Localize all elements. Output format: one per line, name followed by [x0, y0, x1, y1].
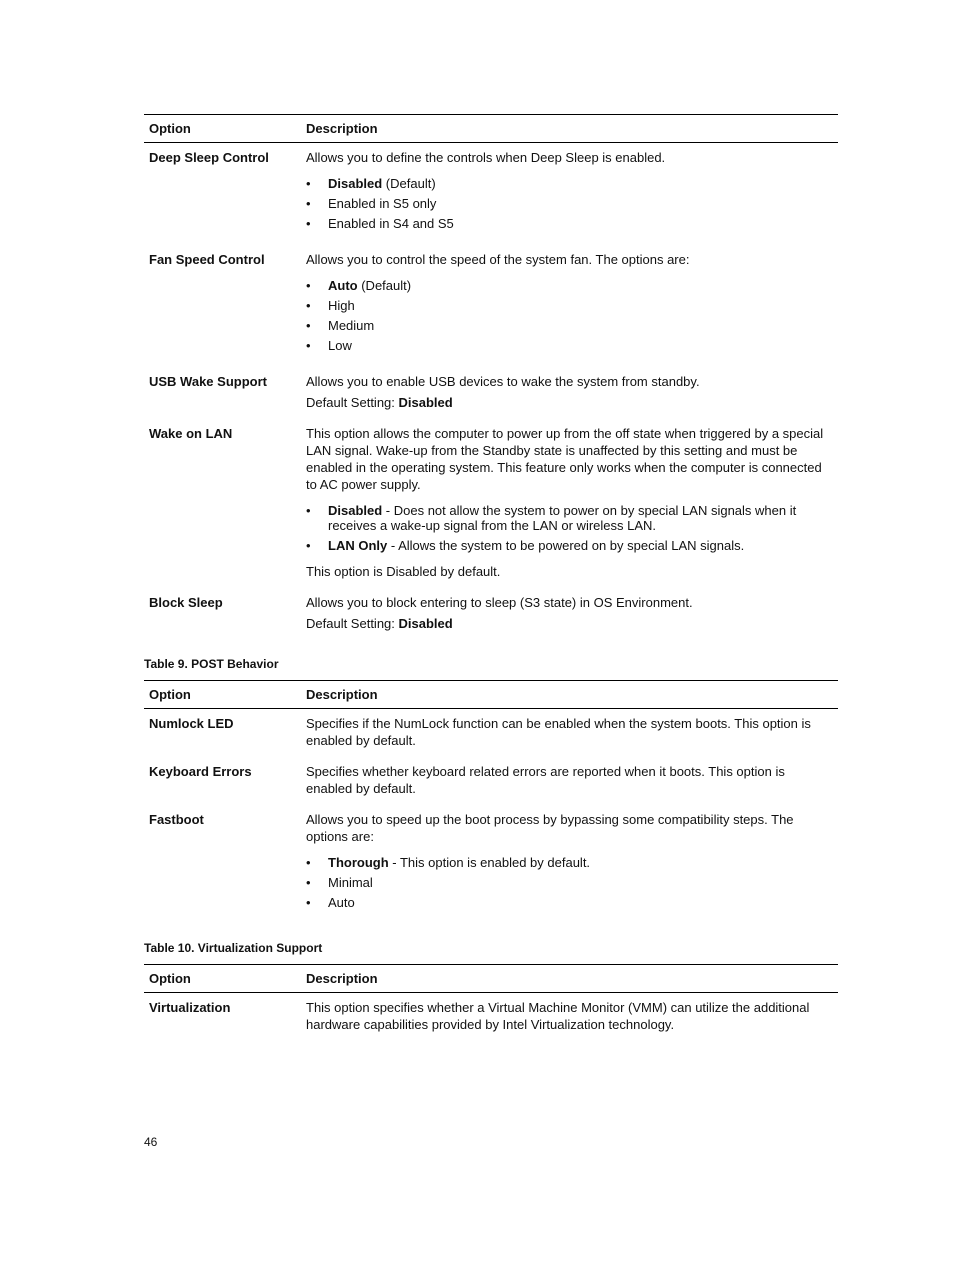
item-text: High [328, 298, 355, 313]
description-text: Specifies if the NumLock function can be enabled when the system boots. This option is enabled by default. [306, 716, 811, 748]
option-description [301, 588, 838, 640]
description-text: Allows you to enable USB devices to wake the system from standby. [306, 374, 700, 389]
description-column-header: Description [301, 965, 838, 993]
list-item [328, 298, 833, 313]
item-text: Auto [328, 895, 355, 910]
list-item [328, 503, 833, 533]
item-text: Enabled in S5 only [328, 196, 437, 211]
virtualization-support-table [144, 964, 838, 1041]
description-text: Allows you to speed up the boot process by bypassing some compatibility steps. The options are: [306, 812, 794, 844]
list-item [328, 318, 833, 333]
table-row-fastboot [144, 805, 838, 924]
list-item [328, 895, 833, 910]
option-column-header: Option [144, 115, 301, 143]
item-text: - Does not allow the system to power on by special LAN signals when it receives a wake-up signal from the LAN or wireless LAN. [328, 503, 797, 533]
page-number: 46 [144, 1135, 158, 1149]
item-text: Low [328, 338, 352, 353]
table-header-row [144, 115, 838, 143]
option-column-header: Option [144, 965, 301, 993]
table-row-wake-on-lan [144, 419, 838, 588]
table-header-row [144, 681, 838, 709]
option-list [306, 503, 833, 553]
list-item [328, 338, 833, 353]
system-management-table [144, 114, 838, 640]
description-column-header: Description [301, 681, 838, 709]
table-row-fan-speed-control [144, 245, 838, 367]
list-item [328, 278, 833, 293]
item-bold: Auto [328, 278, 358, 293]
option-description [301, 709, 838, 758]
option-description [301, 757, 838, 805]
default-value: Disabled [398, 395, 453, 410]
option-description [301, 805, 838, 924]
item-bold: Disabled [328, 176, 383, 191]
option-name: Wake on LAN [149, 426, 233, 441]
list-item [328, 855, 833, 870]
option-description [301, 993, 838, 1042]
description-text: This option specifies whether a Virtual Machine Monitor (VMM) can utilize the additional hardware capabilities provided by Intel Virtualization technology. [306, 1000, 810, 1032]
option-name: Virtualization [149, 1000, 231, 1015]
list-item [328, 176, 833, 191]
table-row-virtualization [144, 993, 838, 1042]
description-text: Specifies whether keyboard related errors are reported when it boots. This option is enabled by default. [306, 764, 785, 796]
option-list [306, 176, 833, 231]
description-column-header: Description [301, 115, 838, 143]
default-setting [306, 615, 833, 632]
option-description [301, 143, 838, 246]
table-row-usb-wake-support [144, 367, 838, 419]
option-name: Fan Speed Control [149, 252, 265, 267]
default-value: Disabled [398, 616, 453, 631]
list-item [328, 875, 833, 890]
option-name: Numlock LED [149, 716, 234, 731]
table-row-numlock-led [144, 709, 838, 758]
item-bold: LAN Only [328, 538, 388, 553]
item-text: Medium [328, 318, 375, 333]
option-name: Keyboard Errors [149, 764, 252, 779]
table-caption: Table 10. Virtualization Support [144, 941, 323, 955]
item-text: Minimal [328, 875, 373, 890]
table-row-deep-sleep-control [144, 143, 838, 246]
table-row-block-sleep [144, 588, 838, 640]
option-name: Fastboot [149, 812, 204, 827]
default-label: Default Setting: [306, 395, 399, 410]
post-behavior-table [144, 680, 838, 924]
table-caption: Table 9. POST Behavior [144, 657, 279, 671]
option-name: Deep Sleep Control [149, 150, 269, 165]
item-text: (Default) [357, 278, 412, 293]
table-header-row [144, 965, 838, 993]
list-item [328, 196, 833, 211]
description-text: This option allows the computer to power up from the off state when triggered by a special LAN signal. Wake-up from the Standby state is unaffected by this setting and must be enabled in the operating system. This feature only works when the computer is connected to AC power supply. [306, 426, 824, 492]
page-content [144, 114, 838, 1041]
option-list [306, 278, 833, 353]
list-item [328, 216, 833, 231]
item-text: - This option is enabled by default. [388, 855, 591, 870]
option-description [301, 367, 838, 419]
option-name: Block Sleep [149, 595, 223, 610]
table-row-keyboard-errors [144, 757, 838, 805]
option-description [301, 245, 838, 367]
item-bold: Disabled [328, 503, 383, 518]
item-bold: Thorough [328, 855, 389, 870]
option-name: USB Wake Support [149, 374, 267, 389]
description-text: Allows you to block entering to sleep (S3 state) in OS Environment. [306, 595, 693, 610]
description-text: Allows you to control the speed of the system fan. The options are: [306, 252, 690, 267]
list-item [328, 538, 833, 553]
default-setting [306, 394, 833, 411]
item-text: (Default) [382, 176, 436, 191]
description-text: Allows you to define the controls when Deep Sleep is enabled. [306, 150, 666, 165]
item-text: - Allows the system to be powered on by special LAN signals. [387, 538, 745, 553]
description-note: This option is Disabled by default. [306, 564, 501, 579]
option-column-header: Option [144, 681, 301, 709]
default-label: Default Setting: [306, 616, 399, 631]
item-text: Enabled in S4 and S5 [328, 216, 454, 231]
option-description [301, 419, 838, 588]
option-list [306, 855, 833, 910]
